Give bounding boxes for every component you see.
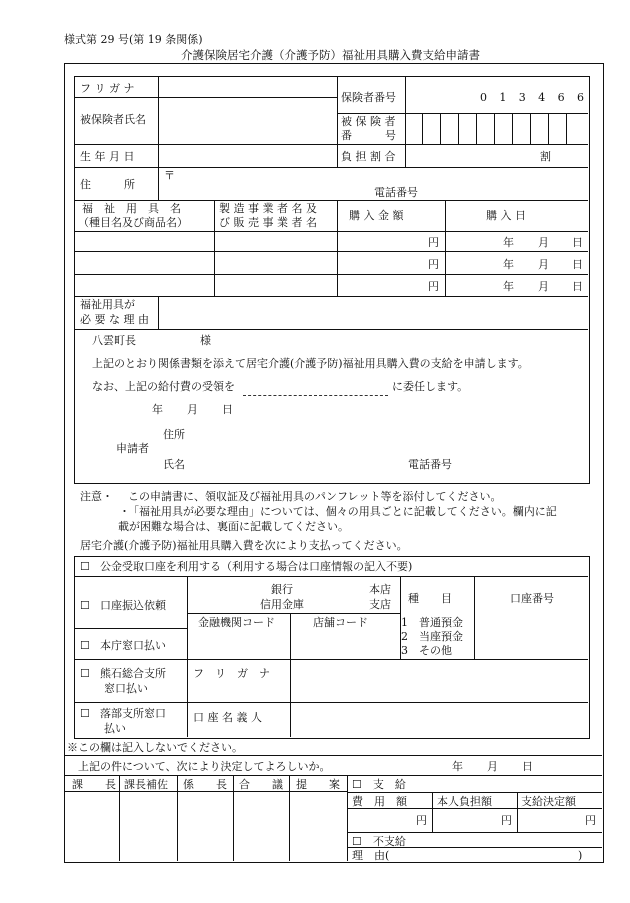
public-account-checkbox[interactable]: ☐ — [80, 560, 90, 573]
counter-main-checkbox[interactable]: ☐ — [80, 639, 90, 652]
public-account-label: 公金受取口座を利用する（利用する場合は口座情報の記入不要) — [100, 560, 413, 573]
branch-label: 支店 — [369, 598, 391, 611]
holder-furigana-label: フ リ ガ ナ — [193, 667, 270, 680]
form-number: 様式第 29 号(第 19 条関係) — [64, 33, 203, 46]
form-title: 介護保険居宅介護（介護予防）福祉用具購入費支給申請書 — [181, 48, 480, 62]
row2-month: 月 — [538, 258, 549, 271]
holder-name-label: 口 座 名 義 人 — [193, 711, 262, 724]
assistant-label: 課長補佐 — [124, 778, 168, 791]
cost-header: 費 用 額 — [352, 795, 407, 808]
note-2-cont: 載が困難な場合は、裏面に記載してください。 — [118, 520, 349, 533]
chief-label: 課 長 — [72, 778, 116, 791]
birthdate-label: 生 年 月 日 — [80, 150, 135, 163]
delegation-suffix: に委任します。 — [392, 380, 469, 393]
no-pay-reason-label: 理 由( — [352, 849, 390, 862]
note-bullet: ・ — [119, 505, 130, 518]
account-number-header: 口座番号 — [510, 592, 554, 605]
no-pay-checkbox[interactable]: ☐ 不支給 — [352, 835, 406, 848]
council-label: 合 議 — [239, 778, 283, 791]
otobe-checkbox[interactable]: ☐ — [80, 707, 90, 720]
note-1: この申請書に、領収証及び福祉用具のパンフレット等を添付してください。 — [128, 490, 502, 503]
proposal-label: 提 案 — [296, 778, 340, 791]
insurer-number-label: 保険者番号 — [341, 91, 396, 104]
decision-month: 月 — [487, 760, 498, 773]
kumaishi-label-2: 窓口払い — [104, 682, 148, 695]
pay-checkbox[interactable]: ☐ 支 給 — [352, 778, 406, 791]
kumaishi-label: 熊石総合支所 — [100, 667, 166, 680]
no-pay-reason-close: ) — [578, 849, 583, 862]
decl-day: 日 — [222, 403, 233, 416]
furigana-label: フ リ ガ ナ — [80, 82, 135, 95]
counter-main-label: 本庁窓口払い — [100, 639, 166, 652]
col-maker: 製 造 事 業 者 名 及 — [219, 202, 317, 215]
applicant-address-label: 住所 — [163, 428, 185, 441]
burden-label: 負 担 割 合 — [341, 150, 396, 163]
decision-year: 年 — [452, 760, 463, 773]
insured-number-label-2: 番 号 — [341, 129, 396, 142]
row1-day: 日 — [572, 236, 583, 249]
decl-year: 年 — [152, 403, 163, 416]
office-notice: ※この欄は記入しないでください。 — [67, 741, 243, 754]
row3-month: 月 — [538, 280, 549, 293]
head-office-label: 本店 — [369, 583, 391, 596]
bank-label: 銀行 — [271, 583, 293, 596]
decision-text: 上記の件について、次により決定してよろしいか。 — [78, 760, 331, 773]
decided-header: 支給決定額 — [521, 795, 576, 808]
col-amount: 購 入 金 額 — [349, 209, 404, 222]
otobe-label-2: 払い — [104, 722, 126, 735]
postal-mark: 〒 — [164, 169, 175, 182]
row1-month: 月 — [538, 236, 549, 249]
decision-day: 日 — [522, 760, 533, 773]
reason-label-2: 必 要 な 理 由 — [80, 313, 149, 326]
applicant-phone-label: 電話番号 — [408, 458, 452, 471]
reason-label: 福祉用具が — [80, 298, 135, 311]
payment-intro: 居宅介護(介護予防)福祉用具購入費を次により支払ってください。 — [80, 539, 408, 552]
row1-yen: 円 — [428, 236, 439, 249]
burden-unit: 割 — [540, 150, 551, 163]
branch-code-label: 店舗コード — [313, 616, 368, 629]
transfer-label: 口座振込依頼 — [100, 599, 166, 612]
row2-day: 日 — [572, 258, 583, 271]
col-item-name: 福 祉 用 具 名 — [82, 202, 181, 215]
decided-yen: 円 — [585, 814, 596, 827]
row3-yen: 円 — [428, 280, 439, 293]
otobe-label: 落部支所窓口 — [100, 707, 166, 720]
section-chief-label: 係 長 — [183, 778, 227, 791]
delegation-prefix: なお、上記の給付費の受領を — [92, 380, 235, 393]
col-date: 購 入 日 — [486, 209, 526, 222]
kumaishi-checkbox[interactable]: ☐ — [80, 667, 90, 680]
burden-yen: 円 — [501, 814, 512, 827]
col-item-name-sub: （種目名及び商品名） — [78, 216, 188, 229]
self-burden-header: 本人負担額 — [437, 795, 492, 808]
application-statement: 上記のとおり関係書類を添えて居宅介護(介護予防)福祉用具購入費の支給を申請します。 — [92, 357, 529, 370]
honorific: 様 — [200, 334, 211, 347]
note-2: 「福祉用具が必要な理由」については、個々の用具ごとに記載してください。欄内に記 — [128, 505, 557, 518]
credit-union-label: 信用金庫 — [260, 598, 304, 611]
type-option-3[interactable]: 3 その他 — [401, 644, 452, 657]
col-maker-sub: び 販 売 事 業 者 名 — [219, 216, 317, 229]
cost-yen: 円 — [416, 814, 427, 827]
type-option-1[interactable]: 1 普通預金 — [401, 616, 463, 629]
insured-number-label: 被 保 険 者 — [341, 115, 396, 128]
row1-year: 年 — [503, 236, 514, 249]
applicant-label: 申請者 — [116, 442, 149, 455]
row2-yen: 円 — [428, 258, 439, 271]
note-label: 注意・ — [80, 490, 113, 503]
addressee: 八雲町長 — [92, 334, 136, 347]
transfer-checkbox[interactable]: ☐ — [80, 599, 90, 612]
row3-day: 日 — [572, 280, 583, 293]
address-label: 住 所 — [80, 178, 135, 191]
row2-year: 年 — [503, 258, 514, 271]
type-option-2[interactable]: 2 当座預金 — [401, 630, 463, 643]
insured-name-label: 被保険者氏名 — [80, 113, 146, 126]
phone-label: 電話番号 — [374, 186, 418, 199]
account-type-header: 種 目 — [408, 592, 452, 605]
insurer-number-value: 0 1 3 4 6 6 — [480, 91, 584, 104]
decl-month: 月 — [187, 403, 198, 416]
applicant-name-label: 氏名 — [163, 458, 185, 471]
institution-code-label: 金融機関コード — [198, 616, 275, 629]
row3-year: 年 — [503, 280, 514, 293]
